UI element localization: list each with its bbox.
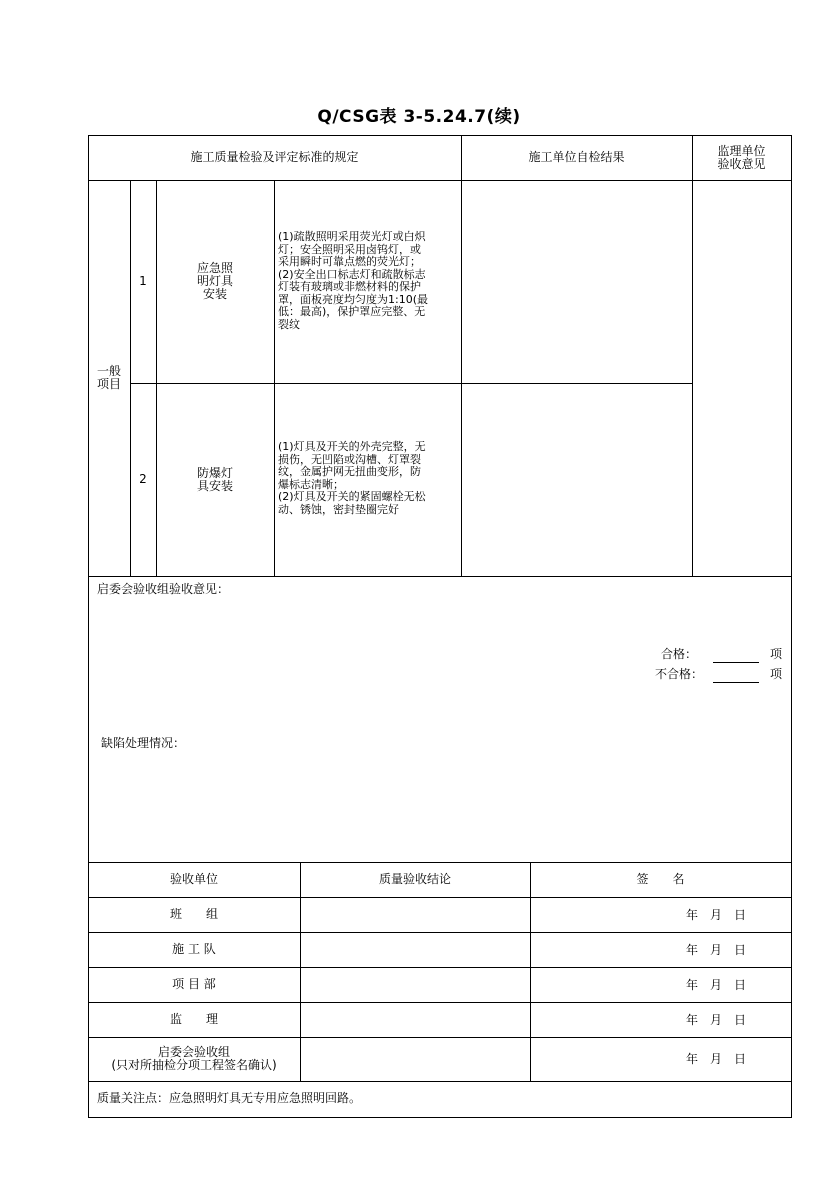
item-2-standard-line: (2)灯具及开关的紧固螺栓无松 [278,490,426,503]
item-1-standard-line: 低：最高)，保护罩应完整、无 [278,305,426,318]
sign-row-date: 年 月 日 [686,978,747,992]
supervisor-opinion-cell[interactable] [693,181,791,576]
item-1-standard-line: 裂纹 [278,317,300,331]
item-2-standard-line: 动、锈蚀，密封垫圈完好 [278,502,399,516]
item-2-standard-line: 纹，金属护网无扭曲变形，防 [278,465,421,478]
sign-row-unit: 项 目 部 [172,977,216,991]
col-rule-name-right [274,180,275,577]
category-line2: 项目 [96,377,121,391]
sign-row-unit [88,1037,300,1081]
quality-note: 质量关注点：应急照明灯具无专用应急照明回路。 [97,1091,362,1105]
item-1-number: 1 [139,274,147,288]
item-1-name-line: 明灯具 [196,274,233,288]
item-1-name-line: 应急照 [196,261,233,275]
sign-row-date: 年 月 日 [686,1013,747,1027]
pass-label: 合格： [661,647,698,661]
sign-row-unit: 监 理 [169,1012,218,1026]
item-2-name-line: 具安装 [196,478,233,493]
item-2-standard-line: 爆标志清晰； [278,477,344,491]
sign-row-unit-line1: 启委会验收组 [157,1045,230,1059]
items-bottom-rule [88,576,792,577]
sign-header-sign: 签 名 [636,872,685,886]
fail-label: 不合格： [655,667,704,681]
item-2-standard [278,441,460,516]
opinion-label: 启委会验收组验收意见： [97,582,230,596]
sign-row-date: 年 月 日 [686,943,747,957]
sign-row-rule-6 [88,1081,792,1082]
sign-row-date: 年 月 日 [686,1052,747,1066]
form-title: Q/CSG表 3-5.24.7(续) [317,107,521,127]
item-1-self-check-cell[interactable] [462,181,692,383]
category-line1: 一般 [96,364,121,378]
header-supervisor-line2: 验收意见 [717,156,766,171]
fail-count-blank[interactable] [713,682,759,683]
sign-row-unit-line2: (只对所抽检分项工程签名确认) [111,1058,277,1072]
item-1-standard-line: 灯；安全照明采用卤钨灯，或 [278,242,421,256]
item-1-standard-line: (2)安全出口标志灯和疏散标志 [278,267,426,281]
sign-row-date: 年 月 日 [686,908,747,922]
item-1-name-line: 安装 [202,287,227,301]
fail-unit: 项 [770,667,783,681]
item-1-standard-line: (1)疏散照明采用荧光灯或白炽 [278,230,426,243]
item-1-standard [278,231,460,331]
item-1-name [156,180,274,383]
pass-unit: 项 [770,647,783,661]
category-general-items [88,180,130,576]
item-1-standard-line: 罩，面板亮度均匀度为1:10(最 [278,292,428,306]
header-self-check: 施工单位自检结果 [528,150,625,164]
pass-count-blank[interactable] [713,662,759,663]
item-2-standard-line: 损伤，无凹陷或沟槽、灯罩裂 [278,452,421,466]
item-1-standard-line: 采用瞬时可靠点燃的荧光灯； [278,255,421,268]
sign-header-conclusion: 质量验收结论 [378,872,451,886]
item-2-name-line: 防爆灯 [196,465,233,480]
header-supervisor-line1: 监理单位 [717,143,766,158]
table-border-right [791,135,792,1118]
header-supervisor [692,135,791,180]
item-2-standard-line: (1)灯具及开关的外壳完整，无 [278,440,426,453]
sign-row-unit: 施 工 队 [172,942,216,956]
sign-row-unit: 班 组 [169,907,218,921]
sign-header-unit: 验收单位 [169,872,218,886]
item-2-name [156,383,274,576]
item-2-number: 2 [139,472,147,486]
defect-label: 缺陷处理情况： [101,736,186,750]
table-border-bottom [88,1117,792,1118]
item-1-standard-line: 灯装有玻璃或非燃材料的保护 [278,280,421,293]
item-2-self-check-cell[interactable] [462,384,692,576]
header-standard: 施工质量检验及评定标准的规定 [190,150,359,164]
